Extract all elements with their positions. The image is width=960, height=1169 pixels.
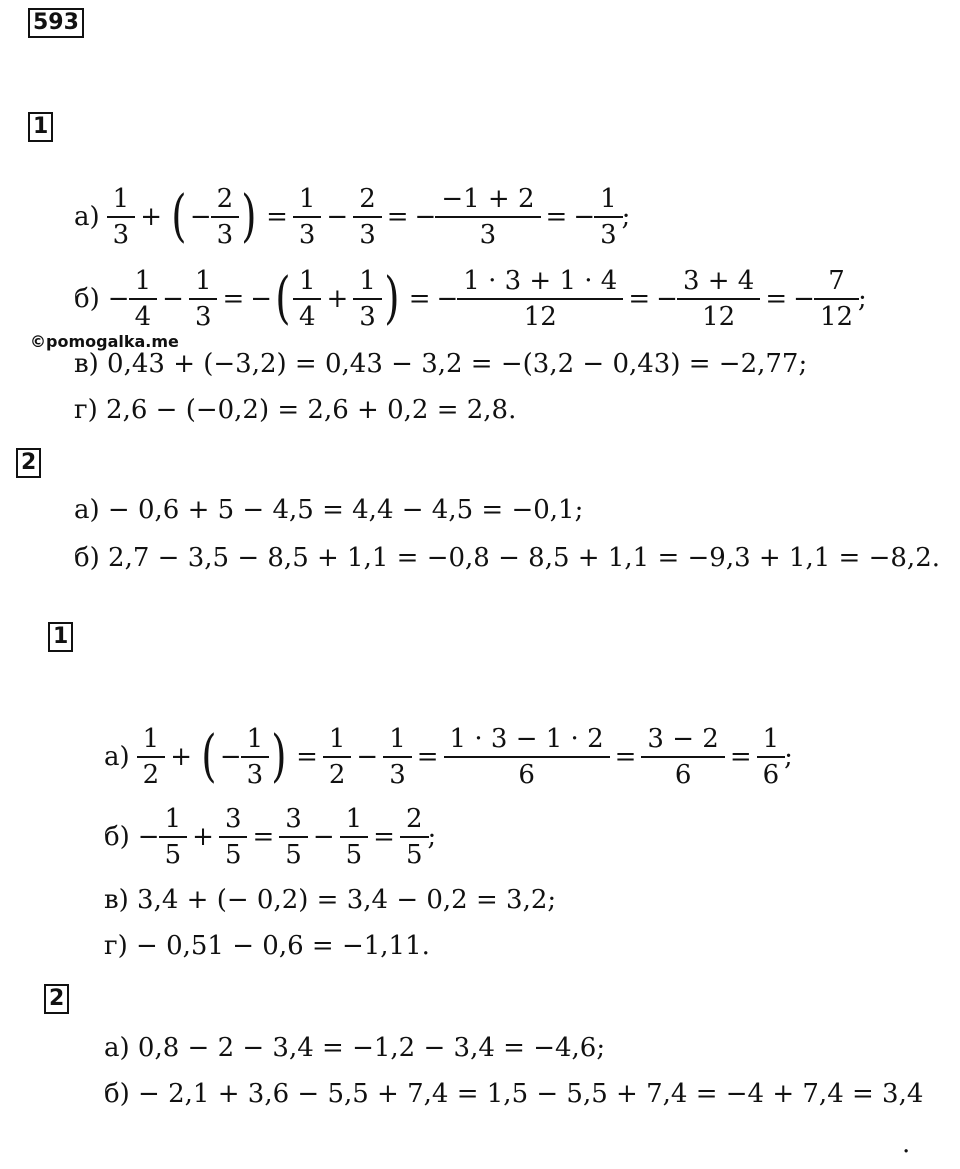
p2-line-g: г) − 0,51 − 0,6 = −1,11. [104, 931, 430, 961]
fraction: $\frac{1}{3}$ [244, 722, 267, 792]
p2-line-v: в) 3,4 + (− 0,2) = 3,4 − 0,2 = 3,2; [104, 885, 557, 915]
p1-line-a: а) $\frac{1}{3}$ + ( − $\frac{2}{3}$ ) = $\frac{1}{3}$ − $\frac{2}{3}$ = − $\frac{-1 + 2}{3}$ = − $\frac{1}{3}$ ; [74, 184, 631, 250]
task-number-box: 593 [28, 8, 84, 38]
p2-line-b: б) − $\frac{1}{5}$ + $\frac{3}{5}$ = $\frac{3}{5}$ − $\frac{1}{5}$ = $\frac{2}{5}$ ; [104, 804, 437, 870]
fraction: $\frac{1}{2}$ [326, 722, 349, 792]
fraction: $\frac{3 - 2}{6}$ [644, 722, 721, 792]
fraction: $\frac{1}{6}$ [760, 722, 783, 792]
fraction: $\frac{1}{5}$ [343, 802, 366, 872]
fraction: $\frac{1}{3}$ [192, 264, 215, 334]
task-2-label-2: 2 [44, 984, 69, 1014]
p2-b-label: б) [104, 822, 130, 852]
fraction: $\frac{1}{4}$ [296, 264, 319, 334]
fraction: $\frac{1}{3}$ [356, 264, 379, 334]
fraction: $\frac{1}{3}$ [386, 722, 409, 792]
fraction: $\frac{2}{3}$ [214, 182, 237, 252]
fraction: $\frac{1}{3}$ [597, 182, 620, 252]
fraction: $\frac{3}{5}$ [282, 802, 305, 872]
p1-a-label: а) [74, 202, 100, 232]
p2-line-a: а) $\frac{1}{2}$ + ( − $\frac{1}{3}$ ) = $\frac{1}{2}$ − $\frac{1}{3}$ = $\frac{1 \cdot 3 - 1 \cdot 2}{6}$ = $\frac{3 - 2}{6}$ = $\frac{1}{6}$ ; [104, 724, 793, 790]
p2-a-label: а) [104, 742, 130, 772]
fraction: $\frac{1}{3}$ [296, 182, 319, 252]
task-1-label-2: 1 [48, 622, 73, 652]
fraction: $\frac{7}{12}$ [817, 264, 856, 334]
p2-task2-a: а) 0,8 − 2 − 3,4 = −1,2 − 3,4 = −4,6; [104, 1033, 606, 1063]
fraction: $\frac{1}{2}$ [140, 722, 163, 792]
fraction: $\frac{1}{4}$ [132, 264, 155, 334]
task-2-label: 2 [16, 448, 41, 478]
fraction: $\frac{1}{3}$ [110, 182, 133, 252]
fraction: $\frac{1}{5}$ [162, 802, 185, 872]
p1-line-v: в) 0,43 + (−3,2) = 0,43 − 3,2 = −(3,2 − 0,43) = −2,77; [74, 349, 808, 379]
fraction: $\frac{2}{5}$ [403, 802, 426, 872]
fraction: $\frac{2}{3}$ [356, 182, 379, 252]
end-mark: . [902, 1129, 911, 1159]
fraction: $\frac{1 \cdot 3 + 1 \cdot 4}{12}$ [460, 264, 620, 334]
fraction: $\frac{3}{5}$ [222, 802, 245, 872]
p1-line-b: б) − $\frac{1}{4}$ − $\frac{1}{3}$ = − ( $\frac{1}{4}$ + $\frac{1}{3}$ ) = − $\frac{1 \cdot 3 + 1 \cdot 4}{12}$ = − $\frac{3 + 4}{12}$ = − $\frac{7}{12}$ ; [74, 266, 867, 332]
fraction: $\frac{-1 + 2}{3}$ [438, 182, 537, 252]
p1-task2-b: б) 2,7 − 3,5 − 8,5 + 1,1 = −0,8 − 8,5 + 1,1 = −9,3 + 1,1 = −8,2. [74, 543, 940, 573]
fraction: $\frac{1 \cdot 3 - 1 \cdot 2}{6}$ [447, 722, 607, 792]
p1-task2-a: а) − 0,6 + 5 − 4,5 = 4,4 − 4,5 = −0,1; [74, 495, 584, 525]
task-1-label: 1 [28, 112, 53, 142]
p1-line-g: г) 2,6 − (−0,2) = 2,6 + 0,2 = 2,8. [74, 395, 517, 425]
p2-task2-b: б) − 2,1 + 3,6 − 5,5 + 7,4 = 1,5 − 5,5 + 7,4 = −4 + 7,4 = 3,4 [104, 1079, 924, 1109]
p1-b-label: б) [74, 284, 100, 314]
watermark: ©pomogalka.me [30, 332, 179, 351]
fraction: $\frac{3 + 4}{12}$ [680, 264, 757, 334]
